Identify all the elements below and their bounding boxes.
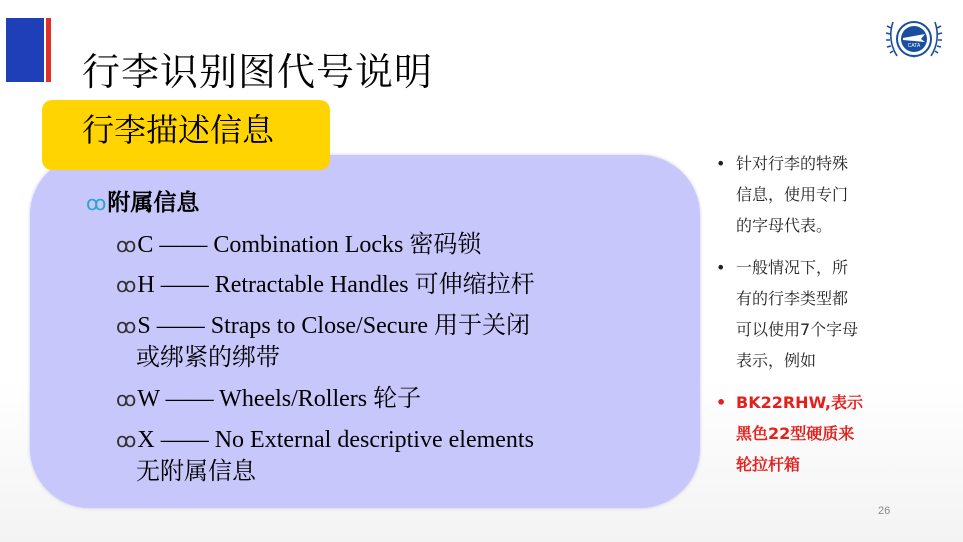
side-note-line: BK22RHW,表示 bbox=[736, 393, 863, 412]
list-item bbox=[116, 270, 535, 302]
list-item-text: H —— Retractable Handles 可伸缩拉杆 bbox=[137, 272, 535, 298]
list-item-text: S —— Straps to Close/Secure 用于关闭 bbox=[137, 313, 531, 339]
side-note bbox=[716, 252, 896, 376]
logo-text: CATA bbox=[907, 43, 921, 49]
bullet-icon: ꝏ bbox=[116, 235, 137, 257]
slide-title: 行李识别图代号说明 bbox=[82, 50, 434, 94]
bullet-dot-icon: • bbox=[716, 393, 727, 412]
panel-heading bbox=[86, 187, 199, 219]
bullet-icon: ꝏ bbox=[86, 191, 107, 215]
cata-logo-icon bbox=[885, 14, 943, 64]
side-note-line: 可以使用7个字母 bbox=[736, 320, 859, 339]
panel-heading-text: 附属信息 bbox=[107, 190, 200, 216]
side-note-line: 有的行李类型都 bbox=[736, 289, 849, 308]
bullet-icon: ꝏ bbox=[116, 430, 137, 452]
side-note-line: 的字母代表。 bbox=[736, 216, 833, 235]
list-item-text: X —— No External descriptive elements bbox=[137, 427, 534, 453]
list-item bbox=[116, 425, 534, 488]
side-note-line: 信息，使用专门 bbox=[736, 185, 849, 204]
bullet-dot-icon: • bbox=[716, 154, 726, 173]
side-note-example bbox=[716, 387, 896, 480]
list-item bbox=[116, 311, 530, 374]
bullet-icon: ꝏ bbox=[116, 389, 137, 411]
side-note-line: 表示，例如 bbox=[736, 351, 817, 370]
bullet-dot-icon: • bbox=[716, 258, 726, 277]
list-item-text: W —— Wheels/Rollers 轮子 bbox=[137, 386, 422, 412]
subtitle-label: 行李描述信息 bbox=[82, 111, 275, 149]
side-note bbox=[716, 148, 896, 241]
bullet-icon: ꝏ bbox=[116, 275, 137, 297]
list-item-continuation: 无附属信息 bbox=[136, 459, 256, 485]
list-item-continuation: 或绑紧的绑带 bbox=[136, 345, 280, 371]
accent-bar-blue bbox=[6, 18, 44, 82]
list-item-text: C —— Combination Locks 密码锁 bbox=[137, 232, 482, 258]
side-note-line: 轮拉杆箱 bbox=[736, 455, 801, 474]
list-item bbox=[116, 384, 421, 416]
accent-bar-red bbox=[46, 18, 51, 82]
list-item bbox=[116, 230, 481, 262]
bullet-icon: ꝏ bbox=[116, 316, 137, 338]
side-note-line: 黑色22型硬质来 bbox=[736, 424, 855, 443]
page-number: 26 bbox=[878, 505, 891, 517]
side-note-line: 一般情况下，所 bbox=[736, 258, 849, 277]
side-note-line: 针对行李的特殊 bbox=[736, 154, 849, 173]
